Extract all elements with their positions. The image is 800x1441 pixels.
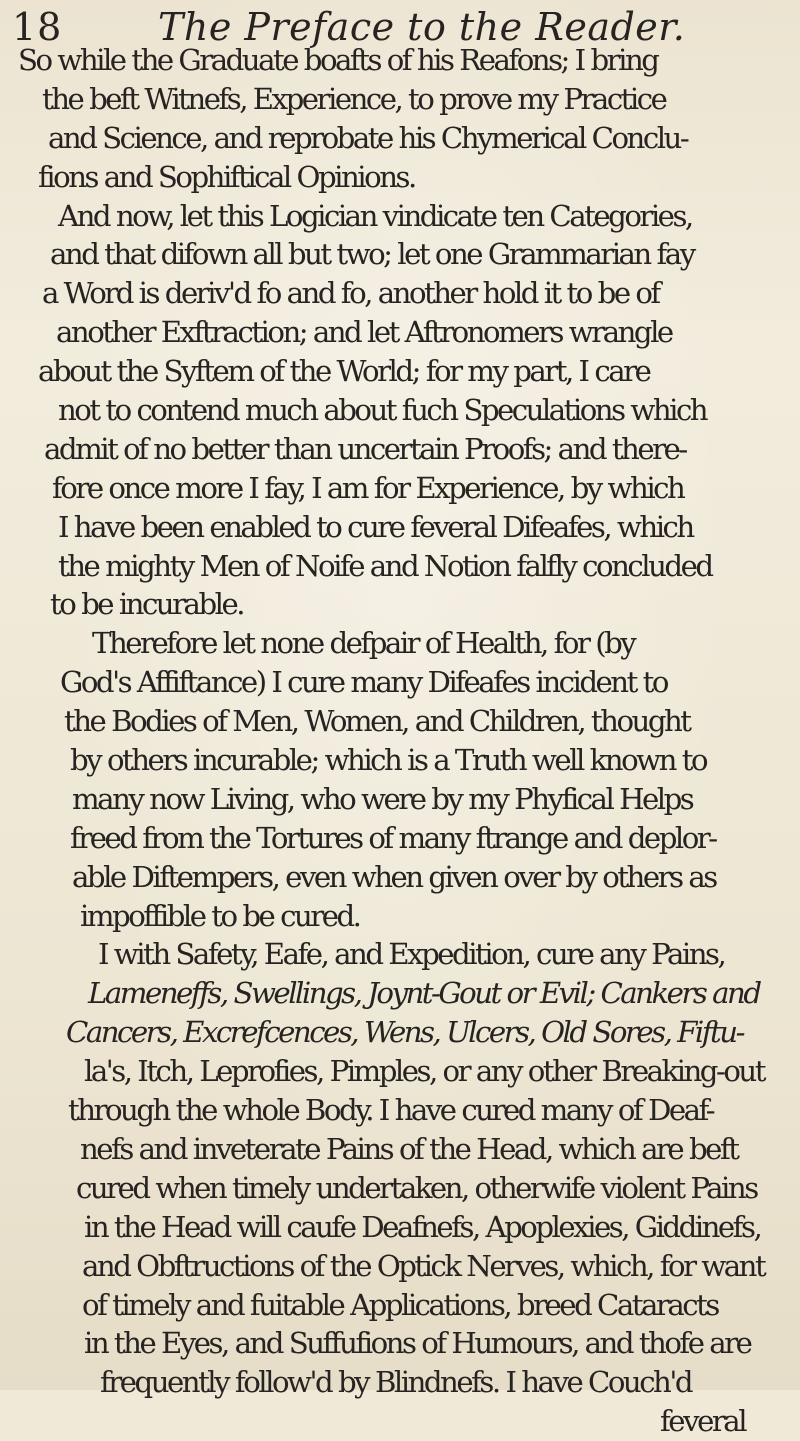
text-line: nefs and inveterate Pains of the Head, which are beft — [80, 1131, 738, 1166]
text-line: of timely and fuitable Applications, breed Cataracts — [82, 1287, 718, 1322]
text-line: admit of no better than uncertain Proofs; and there- — [44, 431, 686, 466]
text-line: fore once more I fay, I am for Experience, by which — [52, 470, 684, 505]
text-line: a Word is deriv'd fo and fo, another hold it to be of — [42, 276, 659, 311]
text-line: Therefore let none defpair of Health, for (by — [92, 626, 635, 661]
text-line: and Obftructions of the Optick Nerves, which, for want — [82, 1248, 765, 1283]
text-line: in the Eyes, and Suffufions of Humours, and thofe are — [84, 1326, 751, 1361]
text-line: able Diftempers, even when given over by others as — [72, 859, 716, 894]
text-line: cured when timely undertaken, otherwife violent Pains — [76, 1170, 757, 1205]
text-line: the beft Witnefs, Experience, to prove my Practice — [42, 81, 666, 116]
text-line: through the whole Body. I have cured many of Deaf- — [68, 1093, 714, 1128]
text-line: and that difown all but two; let one Grammarian fay — [50, 237, 694, 272]
text-line: I with Safety, Eafe, and Expedition, cure any Pains, — [98, 937, 725, 972]
page-number: 18 — [12, 5, 63, 49]
text-line: to be incurable. — [50, 587, 244, 622]
text-line: God's Affiftance) I cure many Difeafes incident to — [60, 665, 667, 700]
running-title: The Preface to the Reader. — [158, 5, 686, 49]
text-line: I have been enabled to cure feveral Difeafes, which — [58, 509, 693, 544]
text-line: many now Living, who were by my Phyfical Helps — [72, 781, 693, 816]
text-line: la's, Itch, Leprofies, Pimples, or any other Breaking-out — [84, 1054, 764, 1089]
text-line: impoffible to be cured. — [80, 898, 360, 933]
text-line: the Bodies of Men, Women, and Children, thought — [64, 704, 690, 739]
text-line: frequently follow'd by Blindnefs. I have Couch'd — [100, 1365, 692, 1400]
text-line: fions and Sophiftical Opinions. — [38, 159, 415, 194]
text-line: So while the Graduate boafts of his Reafons; I bring — [18, 43, 658, 77]
text-line: and Science, and reprobate his Chymerical Conclu- — [48, 120, 688, 155]
text-line: freed from the Tortures of many ftrange and deplor- — [70, 820, 716, 855]
text-line: another Exftraction; and let Aftronomers wrangle — [56, 315, 672, 350]
catchword: feveral — [660, 1404, 746, 1439]
text-line: about the Syftem of the World; for my part, I care — [38, 354, 650, 389]
text-line: Lameneffs, Swellings, Joynt-Gout or Evil; Cankers and — [88, 976, 760, 1011]
text-line: And now, let this Logician vindicate ten Categories, — [58, 198, 692, 233]
text-line: Cancers, Excrefcences, Wens, Ulcers, Old Sores, Fiftu- — [66, 1015, 743, 1050]
text-line: by others incurable; which is a Truth well known to — [70, 743, 707, 778]
body-text — [0, 41, 800, 1441]
text-line: not to contend much about fuch Speculations which — [58, 393, 707, 428]
text-line: in the Head will caufe Deafnefs, Apoplexies, Giddinefs, — [84, 1209, 761, 1244]
text-line: the mighty Men of Noife and Notion falfly concluded — [58, 548, 712, 583]
